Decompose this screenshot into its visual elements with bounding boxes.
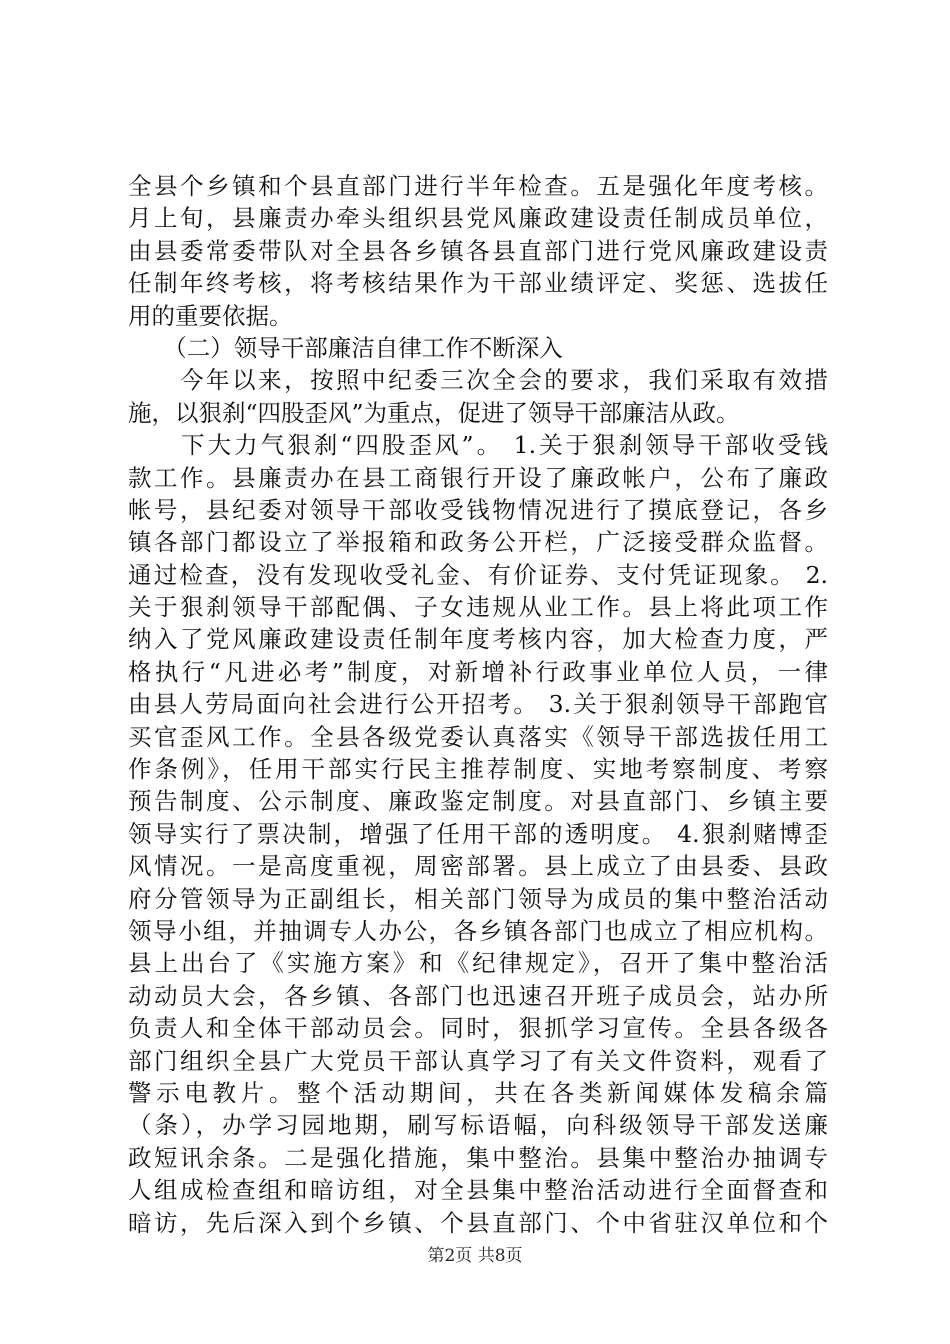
text-line: 纳入了党风廉政建设责任制年度考核内容，加大检查力度，严	[128, 625, 828, 654]
text-line: 任制年终考核，将考核结果作为干部业绩评定、奖惩、选拔任	[128, 269, 828, 298]
text-line: 人组成检查组和暗访组，对全县集中整治活动进行全面督查和	[128, 1176, 828, 1205]
text-line: 买官歪风工作。全县各级党委认真落实《领导干部选拔任用工	[128, 722, 828, 751]
text-line: （条），办学习园地期，刷写标语幅，向科级领导干部发送廉	[128, 1111, 828, 1140]
text-line: 动动员大会，各乡镇、各部门也迅速召开班子成员会，站办所	[128, 981, 828, 1010]
text-line: 款工作。县廉责办在县工商银行开设了廉政帐户，公布了廉政	[128, 463, 828, 492]
text-line: 镇各部门都设立了举报箱和政务公开栏，广泛接受群众监督。	[128, 528, 828, 557]
text-line: 风情况。一是高度重视，周密部署。县上成立了由县委、县政	[128, 852, 828, 881]
text-line: 负责人和全体干部动员会。同时，狠抓学习宣传。全县各级各	[128, 1014, 828, 1043]
text-line: 用的重要依据。	[128, 301, 293, 330]
text-line: 帐号，县纪委对领导干部收受钱物情况进行了摸底登记，各乡	[128, 495, 828, 524]
text-line: 月上旬，县廉责办牵头组织县党风廉政建设责任制成员单位，	[128, 204, 828, 233]
text-line: 通过检查，没有发现收受礼金、有价证券、支付凭证现象。 2.	[128, 560, 828, 589]
text-line: 全县个乡镇和个县直部门进行半年检查。五是强化年度考核。	[128, 172, 828, 200]
text-line: 县上出台了《实施方案》和《纪律规定》，召开了集中整治活	[128, 949, 828, 978]
document-body	[128, 170, 828, 1239]
text-line: 下大力气狠刹“四股歪风”。 1.关于狠刹领导干部收受钱	[128, 431, 828, 460]
text-line: 府分管领导为正副组长，相关部门领导为成员的集中整治活动	[128, 884, 828, 913]
text-line: 关于狠刹领导干部配偶、子女违规从业工作。县上将此项工作	[128, 593, 828, 622]
text-line: 暗访，先后深入到个乡镇、个县直部门、个中省驻汉单位和个	[128, 1208, 828, 1237]
page-footer: 第2页 共8页	[427, 1246, 523, 1266]
text-line: 由县委常委带队对全县各乡镇各县直部门进行党风廉政建设责	[128, 236, 828, 265]
text-line: 部门组织全县广大党员干部认真学习了有关文件资料，观看了	[128, 1046, 828, 1075]
text-line: 施，以狠刹“四股歪风”为重点，促进了领导干部廉洁从政。	[128, 398, 740, 427]
text-line: 由县人劳局面向社会进行公开招考。 3.关于狠刹领导干部跑官	[128, 690, 828, 719]
text-line: 领导实行了票决制，增强了任用干部的透明度。 4.狠刹赌博歪	[128, 819, 828, 848]
text-line: 领导小组，并抽调专人办公，各乡镇各部门也成立了相应机构。	[128, 916, 828, 945]
text-line: 警示电教片。整个活动期间，共在各类新闻媒体发稿余篇	[128, 1078, 828, 1107]
text-line: 格执行“凡进必考”制度，对新增补行政事业单位人员，一律	[128, 657, 828, 686]
text-line: （二）领导干部廉洁自律工作不断深入	[128, 333, 563, 362]
text-line: 今年以来，按照中纪委三次全会的要求，我们采取有效措	[128, 366, 828, 395]
text-line: 预告制度、公示制度、廉政鉴定制度。对县直部门、乡镇主要	[128, 787, 828, 816]
text-line: 政短讯余条。二是强化措施，集中整治。县集中整治办抽调专	[128, 1143, 828, 1172]
text-line: 作条例》，任用干部实行民主推荐制度、实地考察制度、考察	[128, 755, 828, 784]
